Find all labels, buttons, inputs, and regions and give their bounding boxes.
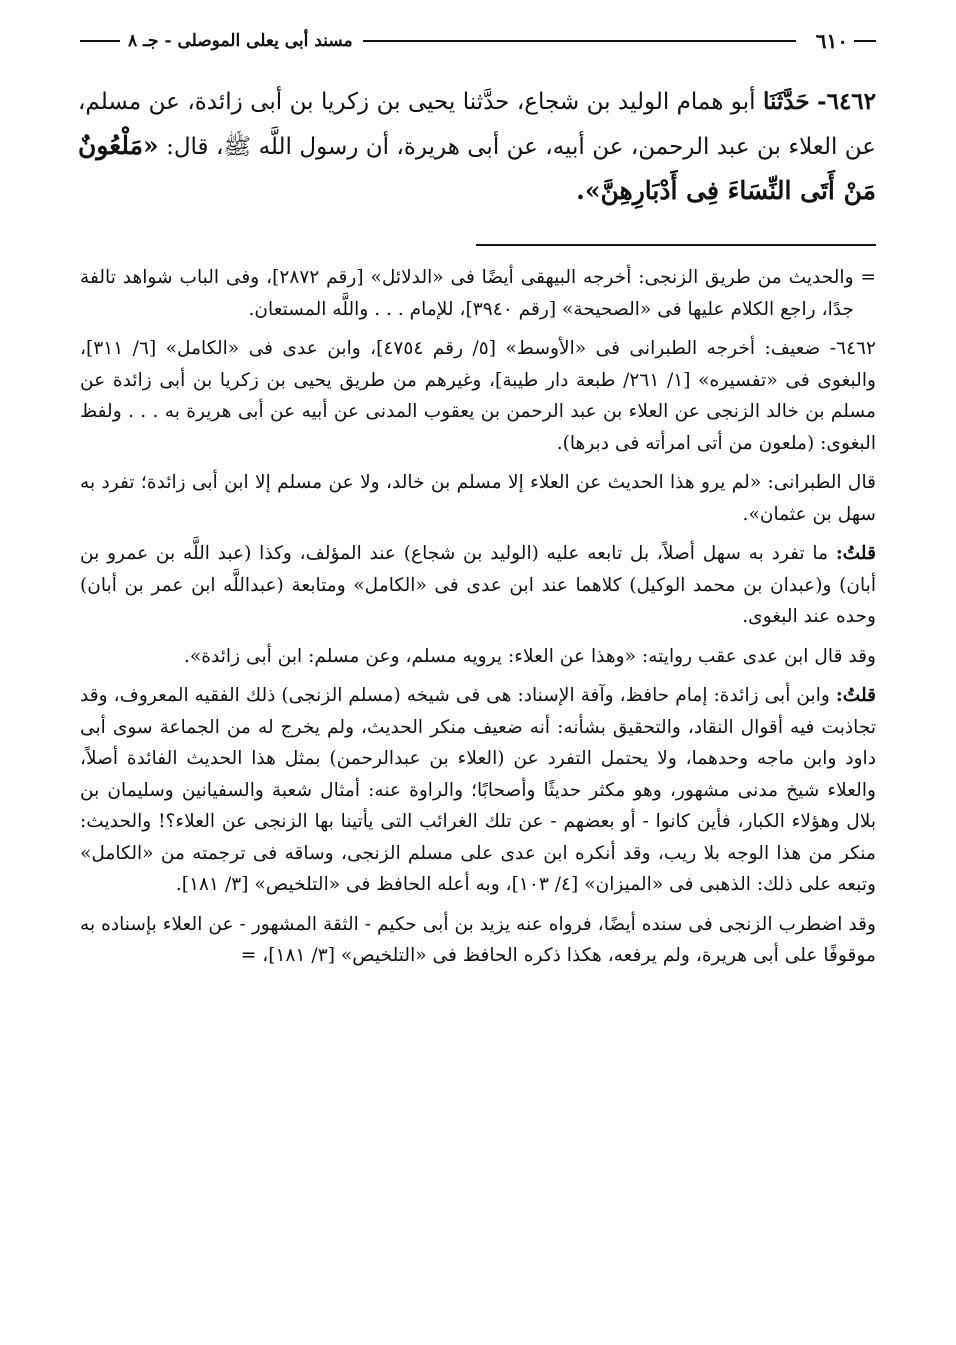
hadith-number: ٦٤٦٢-: [817, 88, 877, 115]
running-header: [80, 26, 876, 56]
qultu-label: قلتُ:: [835, 685, 876, 706]
footnote-tabarani: قال الطبرانى: «لم يرو هذا الحديث عن العلاء إلا مسلم بن خالد، ولا عن مسلم إلا ابن أبى زائدة؛ تفرد به سهل بن عثمان».: [80, 472, 876, 525]
footnote-qultu-1: [80, 538, 876, 633]
running-title: مسند أبى يعلى الموصلى - جـ ٨: [128, 31, 353, 51]
footnote-separator: [476, 244, 876, 246]
hadith-opening: حَدَّثَنَا: [762, 88, 810, 115]
header-trail-rule: [80, 40, 120, 42]
qultu-text: وابن أبى زائدة: إمام حافظ، وآفة الإسناد: هى فى شيخه (مسلم الزنجى) ذلك الفقيه المعروف، وقد تجاذبت فيه أقوال النقاد، والتحقيق بشأنه: أنه ضعيف منكر الحديث، ولم يخرج له من الجماعة سوى أبى داود وابن ماجه وحدهما، ولا يحتمل التفرد عن (العلاء بن عبدالرحمن) بمثل هذا الحديث الفائدة أصلاً، والعلاء شيخ مدنى مشهور، وهو مكثر حديثًا وأصحابًا؛ والراوة عنه: أمثال شعبة والسفيانين وسليمان بن بلال وهؤلاء الكبار، فأين كانوا - أو بعضهم - عن تلك الغرائب التى يأتينا بها الزنجى عن العلاء؟! والحديث: منكر من هذا الوجه بلا ريب، وقد أنكره ابن عدى على مسلم الزنجى، وساقه فى ترجمته من «الكامل» وتبعه على ذلك: الذهبى فى «الميزان» [٤/ ١٠٣]، وبه أعله الحافظ فى «التلخيص» [٣/ ١٨١].: [80, 685, 876, 895]
continuation-text: والحديث من طريق الزنجى: أخرجه البيهقى أيضًا فى «الدلائل» [رقم ٢٨٧٢]، وفى الباب شواهد تالفة جدًا، راجع الكلام عليها فى «الصحيحة» [رقم ٣٩٤٠]، للإمام . . . واللَّه المستعان.: [80, 267, 854, 320]
footnote-body: أخرجه الطبرانى فى «الأوسط» [٥/ رقم ٤٧٥٤]، وابن عدى فى «الكامل» [٦/ ٣١١]، والبغوى فى «تفسيره» [١/ ٢٦١/ طبعة دار طيبة]، وغيرهم من طريق يحيى بن زكريا بن أبى زائدة عن مسلم بن خالد الزنجى عن العلاء بن عبد الرحمن بن يعقوب المدنى عن أبيه عن أبى هريرة به . . . ولفظ البغوى: (ملعون من أتى امرأته فى دبرها).: [80, 338, 876, 454]
hadith-matn: «مَلْعُونٌ مَنْ أَتَى النِّسَاءَ فِى أَدْبَارِهِنَّ».: [78, 131, 876, 205]
footnote-grade: ضعيف:: [764, 338, 821, 359]
footnote-continuation: [80, 262, 876, 325]
footnotes: [80, 262, 876, 980]
header-rule: [363, 40, 796, 42]
continuation-marker: =: [860, 267, 876, 288]
footnote-idtirab: وقد اضطرب الزنجى فى سنده أيضًا، فرواه عنه يزيد بن أبى حكيم - الثقة المشهور - عن العلاء بإسناده به موقوفًا على أبى هريرة، ولم يرفعه، هكذا ذكره الحافظ فى «التلخيص» [٣/ ١٨١]، =: [80, 913, 876, 966]
qultu-label: قلتُ:: [835, 543, 876, 564]
footnote-number: ٦٤٦٢-: [829, 338, 877, 359]
hadith-isnad: أبو همام الوليد بن شجاع، حدَّثنا يحيى بن زكريا بن أبى زائدة، عن مسلم، عن العلاء بن عبد الرحمن، عن أبيه، عن أبى هريرة، أن رسول اللَّه ﷺ، قال:: [78, 89, 877, 160]
hadith-text: [78, 80, 876, 214]
qultu-text: ما تفرد به سهل أصلاً، بل تابعه عليه (الوليد بن شجاع) عند المؤلف، وكذا (عبد اللَّه بن عمرو بن أبان) و(عبدان بن محمد الوكيل) كلاهما عند ابن عدى فى «الكامل» ومتابعة (عبداللَّه ابن عمر بن أبان) وحده عند البغوى.: [80, 543, 876, 627]
footnote-6462: [80, 333, 876, 459]
footnote-ibn-adi: وقد قال ابن عدى عقب روايته: «وهذا عن العلاء: يرويه مسلم، وعن مسلم: ابن أبى زائدة».: [183, 645, 876, 667]
header-lead-rule: [854, 40, 876, 42]
footnote-qultu-2: [80, 680, 876, 901]
page-number: ٦١٠: [815, 29, 848, 53]
